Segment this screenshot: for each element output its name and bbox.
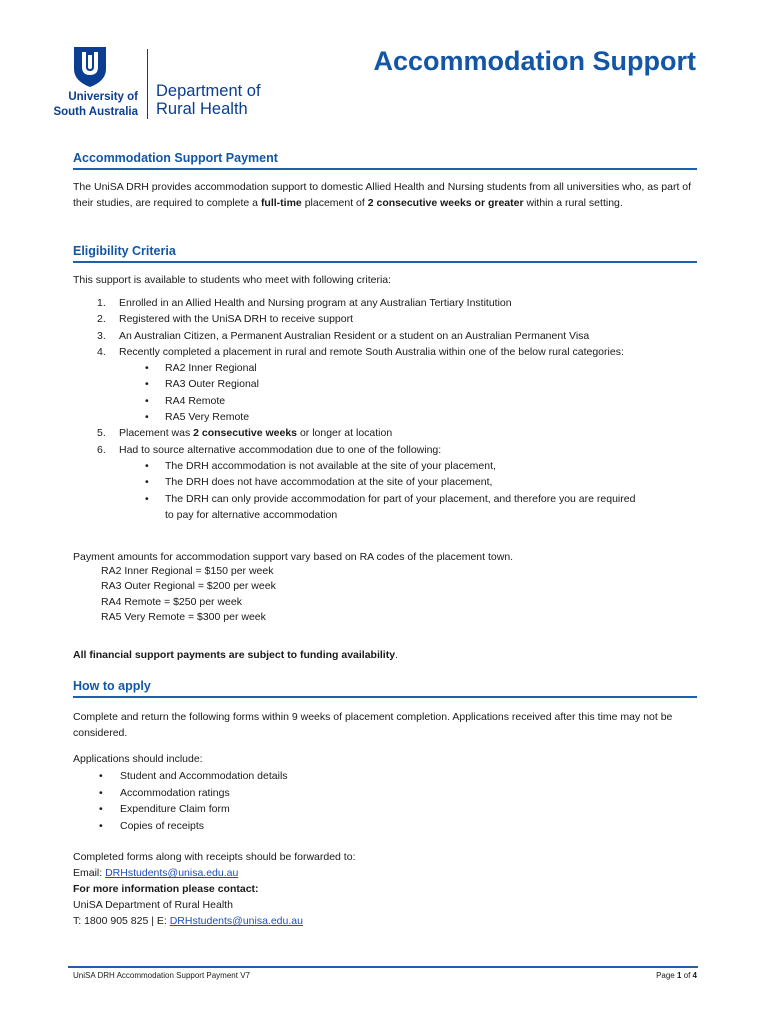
list-item: • Accommodation ratings <box>73 785 288 802</box>
section-heading-how-to-apply: How to apply <box>73 679 697 698</box>
email-link[interactable]: DRHstudents@unisa.edu.au <box>105 867 239 879</box>
page-number: Page 1 of 4 <box>656 971 697 980</box>
list-item: 3. An Australian Citizen, a Permanent Australian Resident or a student on an Australian Permanent Visa <box>97 329 590 342</box>
org-name: UniSA Department of Rural Health <box>73 899 233 911</box>
reason-sublist <box>73 458 698 523</box>
contact-heading: For more information please contact: <box>73 883 259 895</box>
list-item: • The DRH accommodation is not available at the site of your placement, <box>73 458 698 474</box>
list-item: 4. Recently completed a placement in rural and remote South Australia within one of the below rural categories: <box>97 345 624 358</box>
footer-divider <box>68 966 698 968</box>
list-item: 1. Enrolled in an Allied Health and Nursing program at any Australian Tertiary Institution <box>97 297 512 309</box>
section-heading-payment: Accommodation Support Payment <box>73 151 697 170</box>
payment-amount: RA4 Remote = $250 per week <box>101 595 242 608</box>
department-line2: Rural Health <box>156 100 248 118</box>
university-line1: University of <box>68 91 138 103</box>
email-line: Email: DRHstudents@unisa.edu.au <box>73 867 239 879</box>
logo-divider <box>147 49 148 119</box>
list-item: 5. Placement was 2 consecutive weeks or longer at location <box>97 427 393 440</box>
payment-amount: RA5 Very Remote = $300 per week <box>101 610 266 623</box>
list-item: • RA3 Outer Regional <box>73 376 698 392</box>
unisa-shield-icon <box>74 47 106 87</box>
list-item: • Student and Accommodation details <box>73 768 288 785</box>
list-item: 6. Had to source alternative accommodation due to one of the following: <box>97 443 442 456</box>
list-item: • RA5 Very Remote <box>73 409 698 425</box>
funding-note: All financial support payments are subject to funding availability. <box>73 649 398 661</box>
list-item: 2. Registered with the UniSA DRH to receive support <box>97 313 354 326</box>
payment-amount: RA2 Inner Regional = $150 per week <box>101 565 274 577</box>
list-item: • The DRH does not have accommodation at the site of your placement, <box>73 474 698 490</box>
section-heading-eligibility: Eligibility Criteria <box>73 244 697 263</box>
list-item: • Copies of receipts <box>73 818 288 835</box>
unisa-drh-logo <box>46 47 286 122</box>
department-name <box>156 82 261 118</box>
application-items-list <box>73 768 288 834</box>
list-item: • RA4 Remote <box>73 393 698 409</box>
payment-amounts <box>101 564 276 625</box>
list-item: • The DRH can only provide accommodation for part of your placement, and therefore you are required to pay for alternative accommodation <box>73 491 698 524</box>
eligibility-criteria-list <box>73 295 698 523</box>
university-line2: South Australia <box>53 106 138 118</box>
list-item: • RA2 Inner Regional <box>73 360 698 376</box>
payment-amount: RA3 Outer Regional = $200 per week <box>101 580 276 593</box>
footer-doc-name: UniSA DRH Accommodation Support Payment V7 <box>73 971 250 980</box>
forward-instructions: Completed forms along with receipts should be forwarded to: <box>73 851 356 863</box>
payment-intro: Payment amounts for accommodation support vary based on RA codes of the placement town. <box>73 551 514 563</box>
apply-instructions: Complete and return the following forms within 9 weeks of placement completion. Applications received after this time may not be considered. <box>73 711 673 739</box>
eligibility-intro: This support is available to students who meet with following criteria: <box>73 274 392 286</box>
list-item: • Expenditure Claim form <box>73 801 288 818</box>
university-name <box>46 90 138 120</box>
department-line1: Department of <box>156 82 261 100</box>
email-link-2[interactable]: DRHstudents@unisa.edu.au <box>169 915 303 927</box>
ra-category-sublist <box>73 360 698 425</box>
include-intro: Applications should include: <box>73 753 203 765</box>
phone-line: T: 1800 905 825 | E: DRHstudents@unisa.edu.au <box>73 915 303 927</box>
payment-description: The UniSA DRH provides accommodation support to domestic Allied Health and Nursing students from all universities who, as part of their studies, are required to complete a full-time placement of 2 consecutive weeks or greater within a rural setting. <box>73 181 692 209</box>
document-title: Accommodation Support <box>373 46 696 76</box>
